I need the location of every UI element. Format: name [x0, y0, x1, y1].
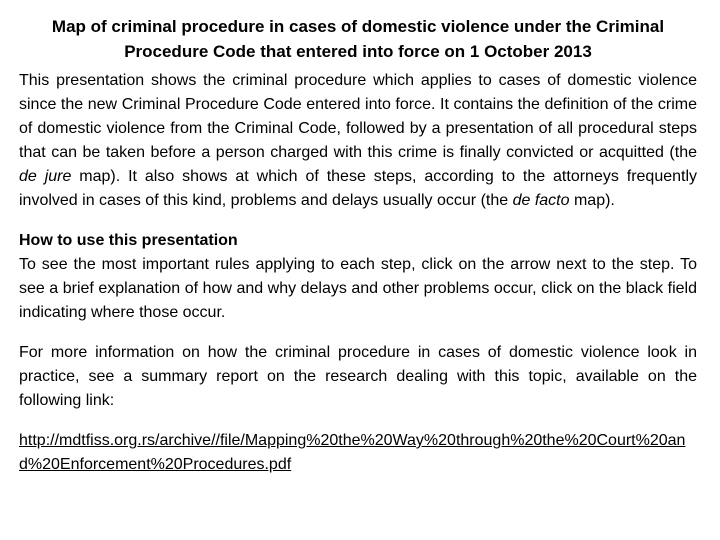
intro-text-3: map).	[569, 192, 615, 209]
report-link[interactable]: http://mdtfiss.org.rs/archive//file/Mapping%20the%20Way%20through%20the%20Court%20and%20Enforcement%20Procedures.pdf	[19, 432, 686, 473]
slide-title: Map of criminal procedure in cases of domestic violence under the Criminal Procedure Code that entered into force on 1 October 2013	[51, 17, 665, 61]
intro-text-2: map). It also shows at which of these steps, according to the attorneys frequently involved in cases of this kind, problems and delays usually occur (the	[19, 168, 698, 209]
how-to-heading: How to use this presentation	[19, 232, 238, 249]
intro-paragraph	[19, 69, 697, 213]
slide-content	[19, 14, 697, 477]
how-to-paragraph: To see the most important rules applying to each step, click on the arrow next to the step. To see a brief explanation of how and why delays and other problems occur, click on the black field indicating where those occur.	[19, 256, 697, 321]
de-jure-term: de jure	[19, 168, 72, 185]
intro-text-1: This presentation shows the criminal procedure which applies to cases of domestic violence since the new Criminal Procedure Code entered into force. It contains the definition of the crime of domestic violence from the Criminal Code, followed by a presentation of all procedural steps that can be taken before a person charged with this crime is finally convicted or acquitted (the	[19, 72, 697, 161]
more-info-paragraph: For more information on how the criminal procedure in cases of domestic violence look in practice, see a summary report on the research dealing with this topic, available on the following link:	[19, 344, 697, 409]
de-facto-term: de facto	[512, 192, 570, 209]
